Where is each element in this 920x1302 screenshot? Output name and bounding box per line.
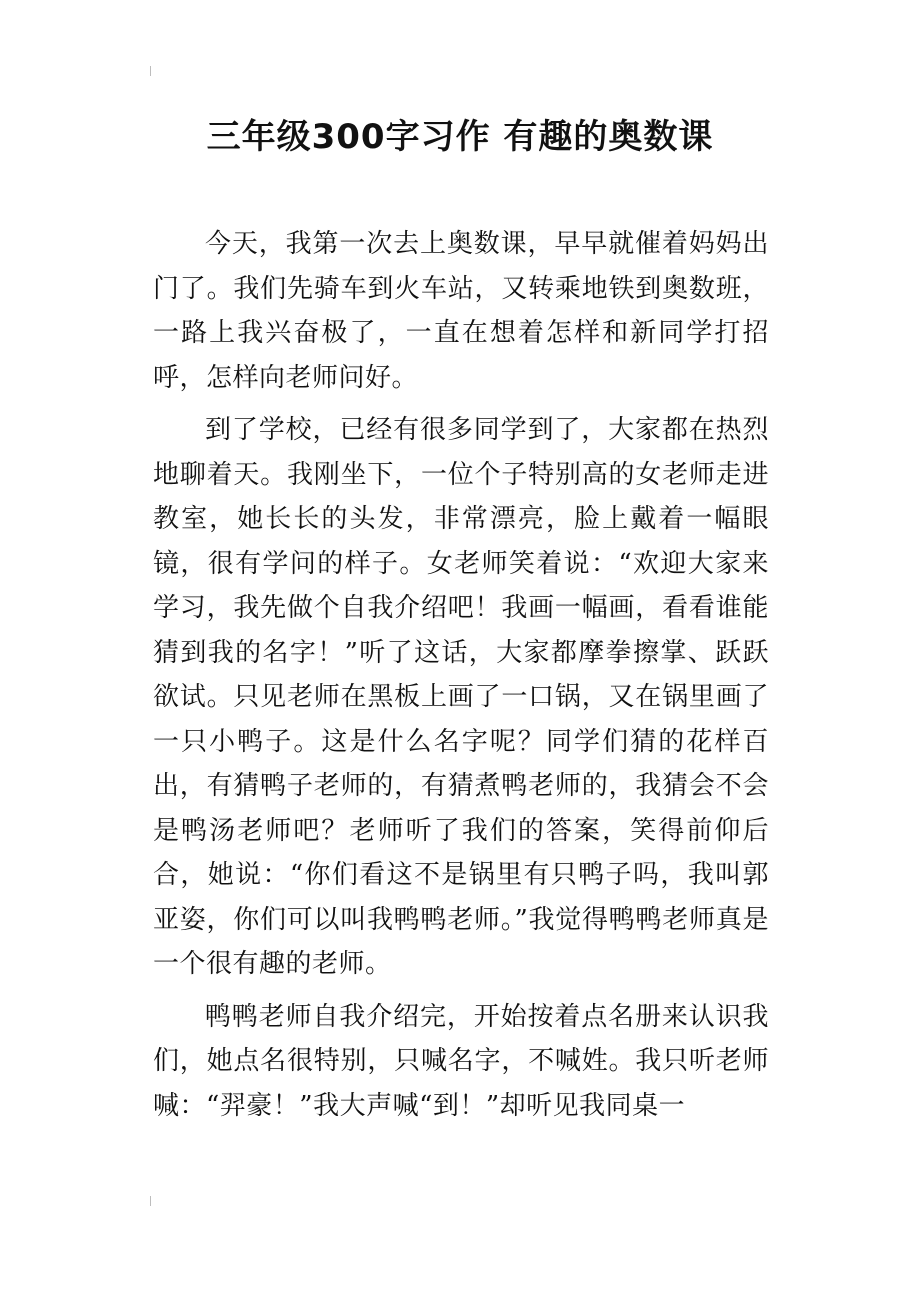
- page-corner-mark-bottom: [150, 1196, 157, 1206]
- document-body: [153, 222, 769, 1136]
- paragraph-2: 到了学校，已经有很多同学到了，大家都在热烈地聊着天。我刚坐下，一位个子特别高的女老师走进教室，她长长的头发，非常漂亮，脸上戴着一幅眼镜，很有学问的样子。女老师笑着说：“欢迎大家来学习，我先做个自我介绍吧！我画一幅画，看看谁能猜到我的名字！”听了这话，大家都摩拳擦掌、跃跃欲试。只见老师在黑板上画了一口锅，又在锅里画了一只小鸭子。这是什么名字呢？同学们猜的花样百出，有猜鸭子老师的，有猜煮鸭老师的，我猜会不会是鸭汤老师吧？老师听了我们的答案，笑得前仰后合，她说：“你们看这不是锅里有只鸭子吗，我叫郭亚姿，你们可以叫我鸭鸭老师。”我觉得鸭鸭老师真是一个很有趣的老师。: [153, 415, 769, 979]
- paragraph-1: 今天，我第一次去上奥数课，早早就催着妈妈出门了。我们先骑车到火车站，又转乘地铁到奥数班，一路上我兴奋极了，一直在想着怎样和新同学打招呼，怎样向老师问好。: [153, 229, 769, 393]
- paragraph-3: 鸭鸭老师自我介绍完，开始按着点名册来认识我们，她点名很特别，只喊名字，不喊姓。我只听老师喊：“羿豪！”我大声喊“到！”却听见我同桌一: [153, 1001, 769, 1121]
- page-corner-mark-top: [150, 66, 157, 76]
- document-title: 三年级300字习作 有趣的奥数课: [206, 117, 714, 157]
